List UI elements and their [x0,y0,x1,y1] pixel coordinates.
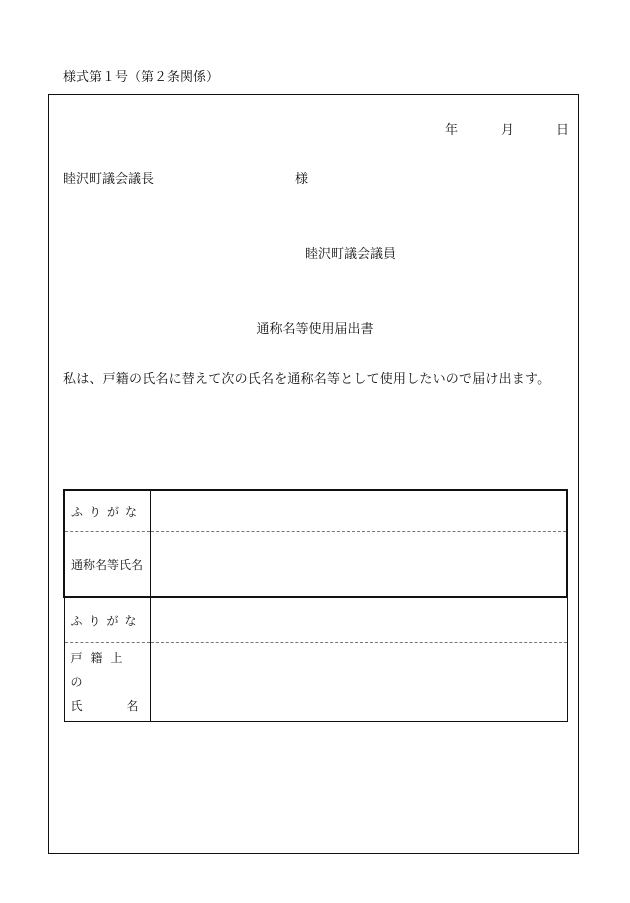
registered-name-field[interactable] [150,643,567,722]
entry-table [63,489,568,722]
registered-name-label-line2 [71,694,139,718]
registered-name-label [64,643,150,722]
registered-name-label-line1: 戸籍上の [70,651,131,689]
form-number-label: 様式第１号（第２条関係） [63,70,220,85]
registered-furigana-label: ふりがな [64,597,150,643]
honorific: 様 [295,172,309,187]
table-row [64,490,567,532]
alias-name-label: 通称名等氏名 [64,532,150,598]
statement-text: 私は、戸籍の氏名に替えて次の氏名を通称名等として使用したいので届け出ます。 [63,372,551,387]
date-year-label: 年 [445,123,459,138]
table-row [64,643,567,722]
table-row [64,532,567,598]
furigana-label: ふりがな [64,490,150,532]
sender-title: 睦沢町議会議員 [305,247,397,262]
alias-name-field[interactable] [150,532,567,598]
date-day-label: 日 [556,123,570,138]
document-title: 通称名等使用届出書 [256,322,374,337]
addressee: 睦沢町議会議長 [63,172,155,187]
form-frame [48,94,579,854]
registered-furigana-field[interactable] [150,597,567,643]
furigana-field[interactable] [150,490,567,532]
registered-name-label-char2: 名 [126,699,139,713]
date-month-label: 月 [501,123,515,138]
table-row [64,597,567,643]
registered-name-label-char1: 氏 [70,699,83,713]
